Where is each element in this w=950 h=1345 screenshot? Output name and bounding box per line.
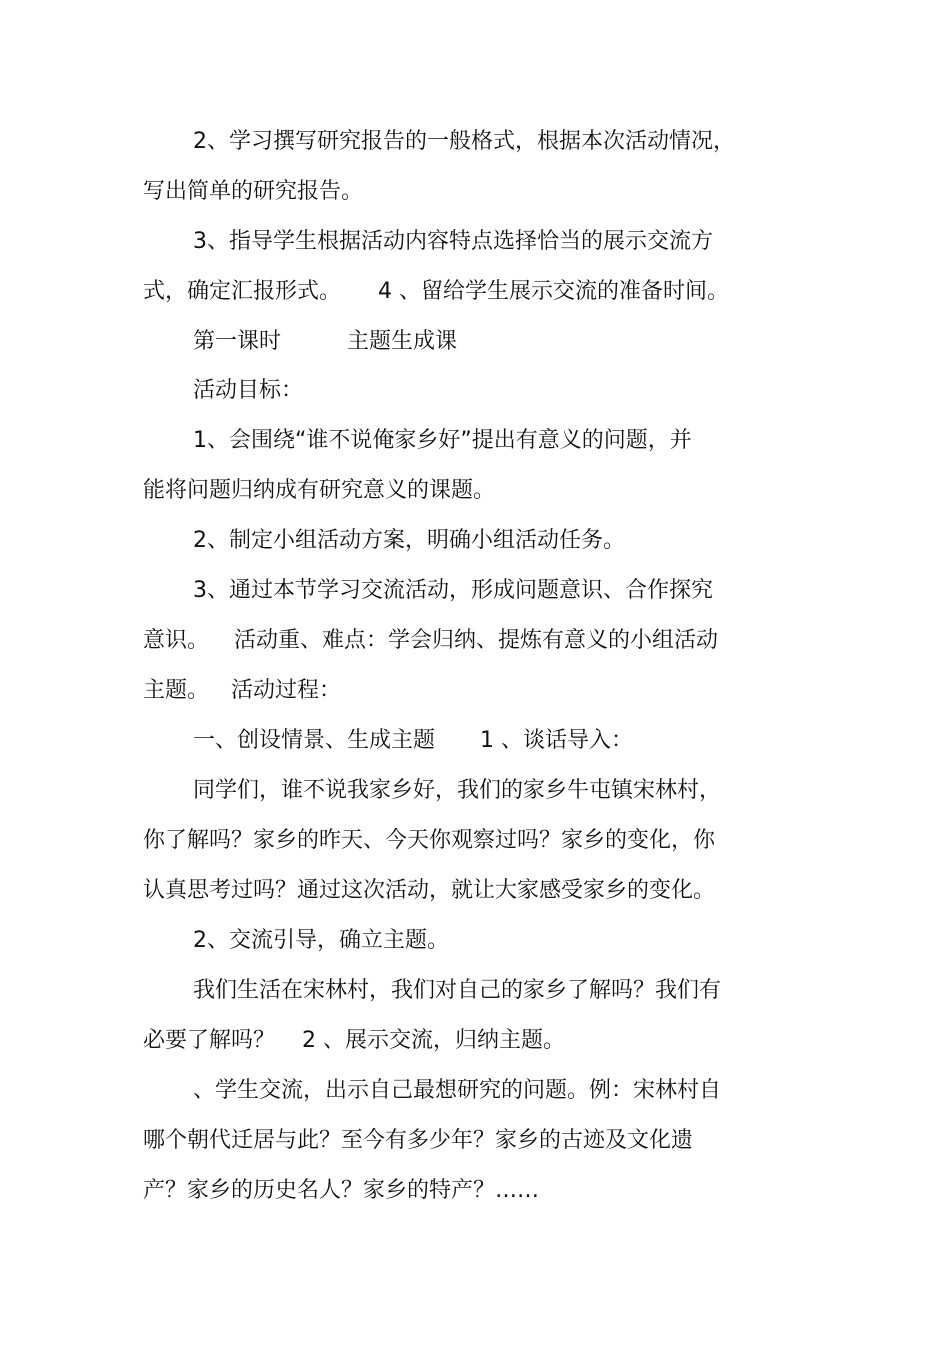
- paragraph-text: 必要了解吗？: [143, 1028, 276, 1053]
- paragraph-text: 、学生交流，出示自己最想研究的问题。例：宋林村自: [193, 1078, 722, 1103]
- paragraph-text: 2、制定小组活动方案，明确小组活动任务。: [193, 528, 625, 553]
- paragraph-text: 1、会围绕“谁不说俺家乡好”提出有意义的问题，并: [193, 428, 692, 453]
- text-line: [0, 327, 950, 357]
- text-line: [0, 626, 950, 656]
- paragraph-text: 产？家乡的历史名人？家乡的特产？……: [143, 1178, 540, 1203]
- text-line: [0, 476, 950, 506]
- text-line: [0, 1076, 950, 1106]
- paragraph-text: 你了解吗？家乡的昨天、今天你观察过吗？家乡的变化，你: [143, 828, 716, 853]
- text-line: [0, 676, 950, 706]
- text-line: [0, 976, 950, 1006]
- text-line: [0, 127, 950, 157]
- text-line: [0, 776, 950, 806]
- text-line: [0, 277, 950, 307]
- paragraph-text: 2、学习撰写研究报告的一般格式，根据本次活动情况，: [193, 129, 735, 154]
- paragraph-text: 写出简单的研究报告。: [143, 179, 364, 204]
- text-line: [0, 726, 950, 756]
- paragraph-text: 活动重、难点：学会归纳、提炼有意义的小组活动: [234, 628, 719, 653]
- text-line: [0, 376, 950, 406]
- text-line: [0, 926, 950, 956]
- text-line: [0, 227, 950, 257]
- text-line: [0, 876, 950, 906]
- paragraph-text: 认真思考过吗？通过这次活动，就让大家感受家乡的变化。: [143, 878, 716, 903]
- text-line: [0, 426, 950, 456]
- lesson-label: 第一课时: [193, 329, 282, 354]
- text-line: [0, 1026, 950, 1056]
- paragraph-text: 能将问题归纳成有研究意义的课题。: [143, 478, 496, 503]
- paragraph-text: 我们生活在宋林村，我们对自己的家乡了解吗？我们有: [193, 978, 722, 1003]
- text-line: [0, 526, 950, 556]
- paragraph-text: 3、指导学生根据活动内容特点选择恰当的展示交流方: [193, 229, 713, 254]
- paragraph-text: 3、通过本节学习交流活动，形成问题意识、合作探究: [193, 578, 713, 603]
- paragraph-text: 式，确定汇报形式。: [143, 279, 342, 304]
- section-heading: 活动目标：: [193, 378, 304, 403]
- lesson-title: 主题生成课: [347, 329, 458, 354]
- paragraph-text: 2、交流引导，确立主题。: [193, 928, 449, 953]
- text-line: [0, 1126, 950, 1156]
- text-line: [0, 826, 950, 856]
- text-line: [0, 576, 950, 606]
- section-heading: 一、创设情景、生成主题: [193, 728, 436, 753]
- text-line: [0, 177, 950, 207]
- paragraph-text: 意识。: [143, 628, 210, 653]
- paragraph-text: 哪个朝代迁居与此？至今有多少年？家乡的古迹及文化遗: [143, 1128, 694, 1153]
- paragraph-text: 4 、留给学生展示交流的准备时间。: [378, 279, 729, 304]
- paragraph-text: 2 、展示交流，归纳主题。: [302, 1028, 565, 1053]
- paragraph-text: 1 、谈话导入：: [480, 728, 633, 753]
- paragraph-text: 同学们，谁不说我家乡好，我们的家乡牛屯镇宋林村，: [193, 778, 722, 803]
- section-heading: 活动过程：: [231, 678, 342, 703]
- paragraph-text: 主题。: [143, 678, 210, 703]
- text-line: [0, 1176, 950, 1206]
